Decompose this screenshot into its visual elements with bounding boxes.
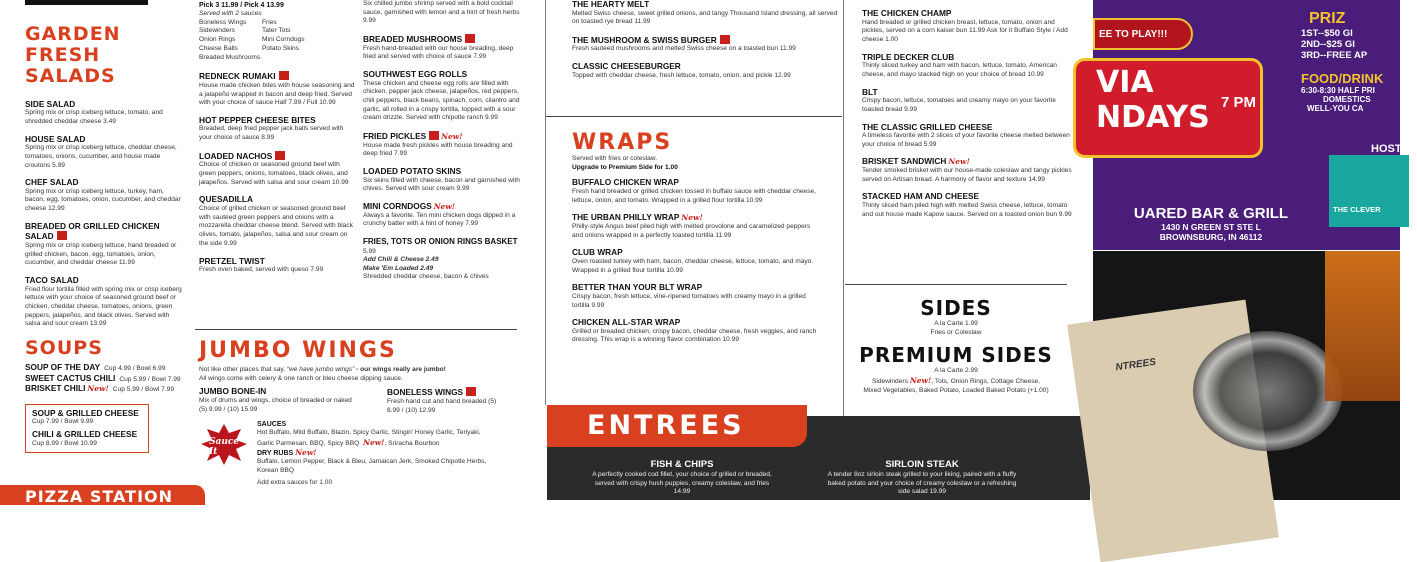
- wrap-item: [572, 248, 822, 275]
- premium-sides-title: PREMIUM SIDES: [859, 343, 1053, 368]
- sandwiches-list: [862, 9, 1072, 219]
- appetizer-item: [199, 195, 357, 248]
- menu-item-desc: [572, 293, 822, 310]
- pizza-station-banner: [0, 485, 205, 505]
- appetizer-item: [199, 116, 357, 143]
- menu-item-desc-text: Spring mix or crisp iceberg lettuce, hand breaded or grilled chicken, bacon, egg, tomatoes, onion, cucumber, and cheddar cheese: [25, 241, 177, 267]
- wrap-item: [572, 283, 822, 310]
- sauces-end: , Sriracha Bourbon: [384, 440, 440, 448]
- menu-item-desc-text: Philly-style Angus beef piled high with melted provolone and caramelized peppers and onions wrapped in a perfectly toasted tortilla 11.99: [572, 222, 811, 239]
- menu-item-desc-text: House made fresh pickles with house breading and deep fried 7.99: [363, 141, 513, 158]
- sides-price: A la Carte 1.99: [934, 320, 978, 327]
- menu-item-desc-text: These chicken and cheese egg rolls are filled with chicken, pepper jack cheese, jalapeños, red peppers, chili peppers, black beans, spinach, corn, cilantro and garlic, all rolled in a crispy tortilla, topped with a sour cream drizzle. Served with chipotle ranch 9.99: [363, 79, 520, 122]
- menu-item-price: 11.99: [118, 259, 135, 267]
- top-black-bar: [25, 0, 148, 5]
- sauce-it-label: Sauce It: [209, 437, 240, 458]
- menu-item-desc: [25, 144, 183, 170]
- fan-favorite-icon: [279, 71, 289, 80]
- menu-item-title: BETTER THAN YOUR BLT WRAP: [572, 282, 703, 293]
- entree-name: FISH & CHIPS: [650, 459, 714, 470]
- pick-option: Fries: [262, 18, 277, 26]
- menu-item-desc: [862, 167, 1072, 184]
- menu-item-desc-text: Six skins filled with cheese, bacon and garnished with chives. Served with sour cream 9.99: [363, 176, 520, 193]
- promo-time: 7 PM: [1221, 94, 1257, 111]
- trivia-promo-flyer: [1093, 0, 1417, 250]
- promo-hosted: HOSTED: [1371, 143, 1417, 155]
- salad-item: [25, 178, 183, 214]
- menu-item-desc: [572, 45, 842, 54]
- salads-title-line2: SALADS: [25, 64, 116, 87]
- menu-item-desc-text: Fresh sautéed mushrooms and melted Swiss cheese on a toasted bun 11.99: [572, 45, 796, 53]
- menu-item-name: [199, 116, 357, 126]
- menu-item-price: 12.99: [48, 205, 65, 213]
- entree-item: [587, 460, 777, 497]
- entree-desc: A tender 8oz sirloin steak grilled to your liking, paired with a fluffy baked potato and your choice of creamy coleslaw or a refreshing side salad 19.99: [827, 470, 1017, 496]
- promo-prize-title: PRIZ: [1309, 10, 1346, 27]
- sandwich-item: [862, 53, 1072, 80]
- promo-food-1: 6:30-8:30 HALF PRI: [1301, 86, 1375, 95]
- wrap-item: [572, 213, 822, 240]
- sandwich-item: [862, 88, 1072, 115]
- menu-item-name: [363, 202, 521, 212]
- menu-item-title: HOUSE SALAD: [25, 133, 86, 144]
- menu-item-desc: [363, 212, 521, 229]
- menu-item-price: 5.99: [52, 161, 65, 169]
- menu-item-desc: [25, 242, 183, 268]
- menu-item-title: CHICKEN ALL-STAR WRAP: [572, 317, 681, 328]
- premium-new-badge: New!: [909, 376, 932, 386]
- menu-item-name: [199, 151, 357, 162]
- menu-item-price: 13.99: [89, 320, 107, 328]
- salad-item: [25, 222, 183, 268]
- menu-item-title: CHEF SALAD: [25, 177, 79, 188]
- menu-item-price: 3.49: [103, 117, 116, 125]
- new-badge: New!: [948, 157, 970, 167]
- pick-option: Onion Rings: [199, 36, 236, 44]
- menu-item-name: [199, 71, 357, 82]
- wraps-sub: Served with fries or coleslaw.: [572, 155, 658, 162]
- menu-item-desc-text: Fresh oven baked, served with queso 7.99: [199, 266, 324, 274]
- menu-item-desc-text: Tender smoked brisket with our house-made coleslaw and tangy pickles served on Artisan bread. A harmony of flavor and texture 14.99: [862, 167, 1072, 183]
- promo-logo-text: THE CLEVER: [1333, 205, 1381, 214]
- menu-item-desc-text: Spring mix or crisp iceberg lettuce, cheddar cheese, tomatoes, onions, cucumber, and house made croutons: [25, 144, 177, 169]
- promo-title-2: NDAYS: [1096, 100, 1210, 135]
- menu-item-title: STACKED HAM AND CHEESE: [862, 191, 980, 202]
- menu-item-desc: [199, 82, 357, 108]
- premium-sides-price: A la Carte 2.99: [934, 367, 978, 375]
- photo-menu-label: NTREES: [1114, 356, 1157, 374]
- menu-item-name: [572, 248, 822, 258]
- menu-item-name: [572, 213, 822, 223]
- wraps-title: WRAPS: [572, 130, 673, 155]
- divider-wraps: [546, 116, 842, 117]
- appetizer-item: [363, 131, 521, 159]
- fries-add-chili: Add Chili & Cheese 2.49: [363, 255, 439, 263]
- menu-item-title: PRETZEL TWIST: [199, 255, 265, 266]
- menu-item-name: [862, 123, 1072, 133]
- menu-item-desc-text: House made chicken bites with house seasoning and a jalapeño wrapped in bacon and deep fried. Served with your choice of sauce Half 7.99 / Full 10.99: [199, 81, 355, 107]
- menu-item-desc: [25, 286, 183, 330]
- promo-prize-3: 3RD--FREE AP: [1301, 50, 1368, 61]
- soup-item: [25, 363, 183, 373]
- fan-favorite-icon: [429, 131, 439, 140]
- sauces-new-badge: New!: [363, 438, 385, 448]
- menu-item-name: [25, 276, 183, 286]
- pizza-station-title: PIZZA STATION: [25, 487, 174, 506]
- table-photo: [1093, 251, 1400, 500]
- menu-item-title: BREADED OR GRILLED CHICKEN SALAD: [25, 220, 160, 242]
- fan-favorite-icon: [720, 35, 730, 44]
- menu-item-name: [363, 131, 521, 142]
- soups-list: [25, 363, 183, 394]
- menu-item-title: BRISKET SANDWICH: [862, 156, 947, 167]
- menu-item-title: FRIED PICKLES: [363, 131, 427, 142]
- menu-item-desc: [363, 45, 521, 62]
- menu-item-desc-text: Spring mix or crisp iceberg lettuce, tomato, and shredded cheddar cheese: [25, 109, 163, 125]
- menu-item-desc: [572, 10, 842, 27]
- appetizer-item: [363, 202, 521, 229]
- promo-address-1: 1430 N GREEN ST STE L: [1161, 222, 1261, 232]
- wrap-item: [572, 318, 822, 345]
- menu-item-name: [862, 9, 1072, 19]
- menu-item-desc-text: Crispy bacon, lettuce, tomatoes and creamy mayo on your favorite toasted bread 9.99: [862, 97, 1056, 113]
- fries-basket-price: 5.99: [363, 248, 376, 256]
- menu-item-name: [572, 35, 842, 46]
- pick-combo-price: Pick 3 11.99 / Pick 4 13.99: [199, 2, 284, 9]
- combo-price: Cup 7.99 / Bowl 9.99: [32, 418, 94, 426]
- dry-rubs-label: DRY RUBS: [257, 449, 294, 457]
- appetizer-item: [363, 167, 521, 194]
- sauces-list: Hot Buffalo, Mild Buffalo, Blazin, Spicy Garlic, Stingin' Honey Garlic, Teriyaki, Garlic Parmesan, BBQ, Spicy BBQ: [257, 429, 481, 448]
- pick-combo-options: [199, 19, 357, 63]
- combo-name: CHILI & GRILLED CHEESE: [32, 429, 138, 440]
- menu-item-desc: [25, 109, 183, 126]
- sides-options: Fries or Coleslaw: [930, 328, 982, 336]
- soup-combo-box: [25, 404, 149, 453]
- new-badge: New!: [433, 202, 456, 212]
- menu-column-apps-b: [363, 0, 523, 500]
- menu-item-title: BUFFALO CHICKEN WRAP: [572, 177, 679, 188]
- new-badge: New!: [681, 213, 703, 223]
- salads-list: [25, 100, 183, 329]
- menu-item-desc: [363, 177, 521, 194]
- entrees-title: ENTREES: [587, 410, 745, 441]
- soups-title: SOUPS: [25, 337, 103, 360]
- menu-item-title: REDNECK RUMAKI: [199, 71, 276, 82]
- menu-item-desc-text: Hand breaded or grilled chicken breast, lettuce, tomato, onion and pickles, served on a corn kaiser bun 11.99 Ask for it Buffalo Style / Add cheese 1.00: [862, 18, 1068, 43]
- menu-item-desc-text: A timeless favorite with 2 slices of your favorite cheese melted between your choice of bread 5.99: [862, 132, 1070, 148]
- pick-option: Mini Corndogs: [262, 36, 305, 44]
- appetizer-item: [199, 257, 357, 275]
- menu-item-title: HOT PEPPER CHEESE BITES: [199, 114, 316, 125]
- menu-item-name: [572, 283, 822, 293]
- menu-item-name: [363, 70, 521, 80]
- menu-item-title: SOUP OF THE DAY: [25, 362, 101, 373]
- menu-item-desc-text: Crispy bacon, fresh lettuce, vine-ripened tomatoes with creamy mayo in a grilled tortilla 9.99: [572, 292, 806, 309]
- sides-title: SIDES: [920, 296, 992, 320]
- menu-item-desc-text: Fresh hand breaded or grilled chicken tossed in buffalo sauce with cheddar cheese, lettuce, onion, and tomato. Wrapped in a grilled flour tortilla 10.99: [572, 187, 816, 204]
- menu-item-desc: [572, 188, 822, 205]
- menu-item-title: THE URBAN PHILLY WRAP: [572, 212, 680, 223]
- appetizer-item: [199, 151, 357, 188]
- sandwich-item: [862, 9, 1072, 45]
- promo-address-2: BROWNSBURG, IN 46112: [1159, 232, 1263, 242]
- promo-venue: UARED BAR & GRILL: [1133, 205, 1289, 222]
- sandwich-item: [862, 192, 1072, 219]
- new-badge: New!: [87, 384, 109, 394]
- extra-sauce-note: Add extra sauces for 1.00: [257, 479, 333, 487]
- menu-item-desc: [363, 142, 521, 159]
- appetizer-item: [363, 0, 521, 26]
- entrees-list: [587, 460, 1087, 497]
- premium-sides-opt-a: Sidewinders: [871, 378, 908, 386]
- appetizer-item: [363, 70, 521, 123]
- menu-item-name: [572, 318, 822, 328]
- fries-basket-name: FRIES, TOTS OR ONION RINGS BASKET: [363, 237, 518, 247]
- premium-sides-opt-b: , Tots, Onion Rings, Cottage Cheese,: [931, 378, 1041, 386]
- sides-section: [845, 296, 1067, 396]
- entree-desc: A perfectly cooked cod fillet, your choice of grilled or breaded, served with crispy hush puppies, creamy coleslaw, and fries 14.99: [592, 470, 772, 496]
- menu-item-desc-text: Topped with cheddar cheese, fresh lettuce, tomato, onion, and pickle 12.99: [572, 71, 791, 79]
- menu-item-title: SIDE SALAD: [25, 98, 76, 109]
- menu-item-desc-text: Breaded, deep fried pepper jack balls served with your choice of sauce 8.99: [199, 125, 344, 142]
- dry-rubs-list: Buffalo, Lemon Pepper, Black & Bleu, Jamaican Jerk, Smoked Chipotle Herbs, Korean BBQ: [257, 457, 487, 474]
- menu-item-desc: [199, 266, 357, 275]
- salad-item: [25, 276, 183, 329]
- pick-option: [262, 54, 342, 63]
- menu-item-desc: [572, 72, 842, 81]
- menu-item-price: Cup 5.99 / Bowl 7.99: [119, 375, 181, 383]
- divider-col4-top: [545, 0, 546, 405]
- menu-item-name: [25, 384, 183, 394]
- menu-item-desc-text: Spring mix or crisp iceberg lettuce, turkey, ham, bacon, egg, tomatoes, onion, cucumber, and cheddar cheese: [25, 187, 181, 213]
- menu-item-title: THE CLASSIC GRILLED CHEESE: [862, 121, 993, 132]
- menu-item-title: QUESADILLA: [199, 194, 253, 205]
- menu-item-desc: [363, 0, 521, 26]
- premium-sides-opt-c: Mixed Vegetables, Baked Potato, Loaded Baked Potato (+1.00): [863, 386, 1049, 394]
- pick-option: Cheese Balls: [199, 44, 238, 52]
- entree-item: [827, 460, 1017, 497]
- divider-wings-top: [195, 329, 517, 330]
- bone-in-desc: Mix of drums and wings, choice of breaded or naked (5) 9.99 / (10) 15.99: [199, 396, 352, 413]
- menu-item-desc-text: Fresh hand-breaded with our house breading, deep fried and served with choice of sauce 7.99: [363, 44, 514, 61]
- menu-column-salads-soups: [0, 0, 185, 506]
- promo-venue-bar: [1093, 205, 1329, 245]
- soup-item: [25, 384, 183, 394]
- menu-item-name: [363, 167, 521, 177]
- burger-item: [572, 62, 842, 80]
- fan-favorite-icon: [57, 231, 67, 240]
- promo-food-2: DOMESTICS: [1323, 95, 1371, 104]
- menu-item-desc: [199, 125, 357, 142]
- menu-item-desc-text: Thinly sliced ham piled high with melted Swiss cheese, lettuce, tomato and out house made Kapow sauce. Served on a toasted onion bun 9.99: [862, 202, 1072, 218]
- burger-item: [572, 0, 842, 27]
- menu-item-title: MINI CORNDOGS: [363, 201, 432, 212]
- appetizers-list-b: [363, 0, 521, 229]
- wings-intro-3: All wings come with celery & one ranch or bleu cheese dipping sauce.: [199, 374, 403, 382]
- salads-title-line1: GARDEN FRESH: [25, 23, 121, 66]
- promo-ticker: [1093, 18, 1193, 50]
- fries-make-loaded: Make 'Em Loaded 2.49: [363, 264, 434, 272]
- combo-item: [32, 430, 142, 448]
- menu-item-name: [25, 135, 183, 145]
- fan-favorite-icon: [465, 34, 475, 43]
- sandwich-item: [862, 123, 1072, 150]
- menu-item-desc-text: Six chilled jumbo shrimp served with a bold cocktail sauce, garnished with lemon and a hint of fresh herbs 9.99: [363, 0, 520, 25]
- appetizers-list-a: [199, 71, 357, 275]
- menu-item-name: [25, 363, 183, 373]
- entrees-section: [547, 410, 1090, 500]
- pick-option: Potato Skins: [262, 44, 300, 52]
- menu-item-desc-text: Fried flour tortilla filled with spring mix or crisp iceberg lettuce with your choice of seasoned ground beef or chicken, cheddar cheese, tomatoes, onions, green peppers, jalapeños, and black olives. Served with salsa and sour cream: [25, 285, 182, 328]
- appetizer-item: [363, 34, 521, 62]
- wings-intro-2: - our wings really are jumbo!: [354, 366, 446, 373]
- bone-in-wings: [199, 387, 359, 415]
- menu-item-name: [572, 178, 822, 188]
- fan-favorite-icon: [275, 151, 285, 160]
- menu-item-name: [862, 192, 1072, 202]
- burgers-list: [572, 0, 842, 80]
- wings-title: JUMBO WINGS: [199, 338, 397, 363]
- promo-prize-1: 1ST--$50 GI: [1301, 28, 1353, 39]
- menu-item-desc: [572, 328, 822, 345]
- combo-name: SOUP & GRILLED CHEESE: [32, 407, 139, 418]
- fries-loaded-desc: Shredded cheddar cheese, bacon & chives: [363, 273, 489, 281]
- entrees-title-banner: [547, 405, 807, 447]
- menu-item-desc: [862, 202, 1072, 219]
- menu-item-name: [25, 100, 183, 110]
- combo-item: [32, 409, 142, 427]
- menu-item-name: [199, 195, 357, 205]
- menu-item-title: BRISKET CHILI: [25, 383, 86, 394]
- promo-prize-2: 2ND--$25 GI: [1301, 39, 1355, 50]
- menu-item-desc: [572, 258, 822, 275]
- promo-title-1: VIA: [1096, 65, 1154, 100]
- photo-glass: [1325, 251, 1400, 401]
- menu-item-title: THE HEARTY MELT: [572, 0, 650, 9]
- menu-column-burgers-wraps: [572, 0, 842, 410]
- menu-item-desc: [199, 161, 357, 187]
- menu-item-desc-text: Oven roasted turkey with ham, bacon, cheddar cheese, lettuce, tomato, and mayo. Wrapped in a grilled flour tortilla 10.99: [572, 257, 814, 274]
- dry-rubs-new-badge: New!: [295, 447, 317, 457]
- pick-option: Tater Tots: [262, 27, 291, 35]
- menu-item-desc-text: Melted Swiss cheese, sweet grilled onions, and tangy Thousand Island dressing, all served on toasted rye bread 11.99: [572, 9, 838, 26]
- pick-combo-sub: Served with 2 sauces: [199, 10, 262, 18]
- sandwich-item: [862, 157, 1072, 184]
- menu-item-title: SOUTHWEST EGG ROLLS: [363, 69, 468, 80]
- menu-item-desc: [862, 97, 1072, 114]
- menu-item-title: SWEET CACTUS CHILI: [25, 372, 116, 383]
- menu-item-title: LOADED NACHOS: [199, 150, 273, 161]
- menu-item-title: TACO SALAD: [25, 275, 79, 286]
- pick-combo-line: [199, 2, 357, 10]
- combo-price: Cup 8.99 / Bowl 10.99: [32, 439, 97, 447]
- boneless-name: BONELESS WINGS: [387, 387, 464, 398]
- menu-item-title: THE CHICKEN CHAMP: [862, 8, 952, 18]
- photo-ashtray: [1193, 331, 1343, 451]
- menu-item-desc: [862, 132, 1072, 149]
- menu-item-title: THE MUSHROOM & SWISS BURGER: [572, 34, 717, 45]
- boneless-desc: Fresh hand cut and hand breaded (5) 8.99 / (10) 12.99: [387, 397, 497, 414]
- menu-item-desc: [862, 62, 1072, 79]
- new-badge: New!: [441, 132, 463, 142]
- menu-item-name: [199, 257, 357, 267]
- menu-item-desc-text: Choice of grilled chicken or seasoned ground beef with sautéed green peppers and onions with a mozzarella cheddar cheese blend. Served with black olives, tomato, jalapeños, salsa and sour cream on the side 9.99: [199, 205, 353, 247]
- menu-item-name: [25, 222, 183, 242]
- promo-food-3: WELL-YOU CA: [1307, 104, 1364, 113]
- menu-item-desc: [25, 188, 183, 214]
- sauce-it-badge: [199, 421, 249, 467]
- menu-item-title: BLT: [862, 86, 878, 97]
- menu-item-desc: [862, 19, 1072, 45]
- menu-item-name: [862, 53, 1072, 63]
- menu-item-name: [25, 374, 183, 384]
- menu-item-desc: [363, 80, 521, 124]
- menu-item-name: [862, 157, 1072, 167]
- sauces-label: SAUCES: [257, 421, 287, 429]
- menu-item-name: [572, 62, 842, 72]
- salad-item: [25, 100, 183, 127]
- menu-item-title: CLUB WRAP: [572, 247, 623, 258]
- menu-item-name: [363, 34, 521, 45]
- menu-item-title: LOADED POTATO SKINS: [363, 166, 462, 177]
- wings-intro-quote: “we have jumbo wings”: [286, 366, 355, 373]
- menu-item-title: CLASSIC CHEESEBURGER: [572, 61, 681, 72]
- pick-option: Boneless Wings: [199, 18, 247, 26]
- menu-item-name: [862, 88, 1072, 98]
- wraps-list: [572, 178, 822, 345]
- promo-prizes: [1301, 10, 1411, 113]
- appetizer-item: [199, 71, 357, 108]
- promo-logo-box: [1329, 143, 1417, 227]
- pick-option: Breaded Mushrooms: [199, 53, 261, 61]
- promo-ticker-text: EE TO PLAY!!!: [1099, 29, 1168, 40]
- menu-item-desc: [199, 205, 357, 249]
- soup-item: [25, 374, 183, 384]
- wraps-upgrade: Upgrade to Premium Side for 1.00: [572, 163, 678, 171]
- menu-item-desc-text: Thinly sliced turkey and ham with bacon, lettuce, tomato, American cheese, and mayo stacked high on your choice of bread 10.99: [862, 62, 1057, 78]
- pick-option: Sidewinders: [199, 27, 235, 35]
- promo-food-title: FOOD/DRINK: [1301, 71, 1384, 86]
- menu-item-name: [572, 0, 842, 10]
- menu-item-title: TRIPLE DECKER CLUB: [862, 51, 955, 62]
- wrap-item: [572, 178, 822, 205]
- menu-item-desc-text: Grilled or breaded chicken, crispy bacon, cheddar cheese, fresh veggies, and ranch dressing. This wrap is a winning flavor combination 10.99: [572, 327, 817, 344]
- wings-intro-1: Not like other places that say,: [199, 366, 287, 373]
- salad-item: [25, 135, 183, 171]
- menu-item-desc-text: Always a favorite. Ten mini chicken dogs dipped in a crunchy batter with a hint of honey 7.99: [363, 211, 516, 228]
- burger-item: [572, 35, 842, 54]
- menu-item-price: Cup 4.99 / Bowl 6.99: [104, 365, 166, 373]
- divider-col5-left: [843, 0, 844, 416]
- menu-item-name: [25, 178, 183, 188]
- bone-in-name: JUMBO BONE-IN: [199, 386, 267, 397]
- menu-item-title: BREADED MUSHROOMS: [363, 34, 463, 45]
- menu-item-desc: [572, 223, 822, 240]
- divider-sides: [845, 284, 1067, 285]
- menu-item-desc-text: Choice of chicken or seasoned ground beef with green peppers, onions, tomatoes, black olives, and jalapeños. Served with salsa and sour cream 10.99: [199, 161, 349, 186]
- menu-item-price: Cup 5.99 / Bowl 7.99: [112, 386, 174, 394]
- entree-name: SIRLOIN STEAK: [885, 459, 959, 470]
